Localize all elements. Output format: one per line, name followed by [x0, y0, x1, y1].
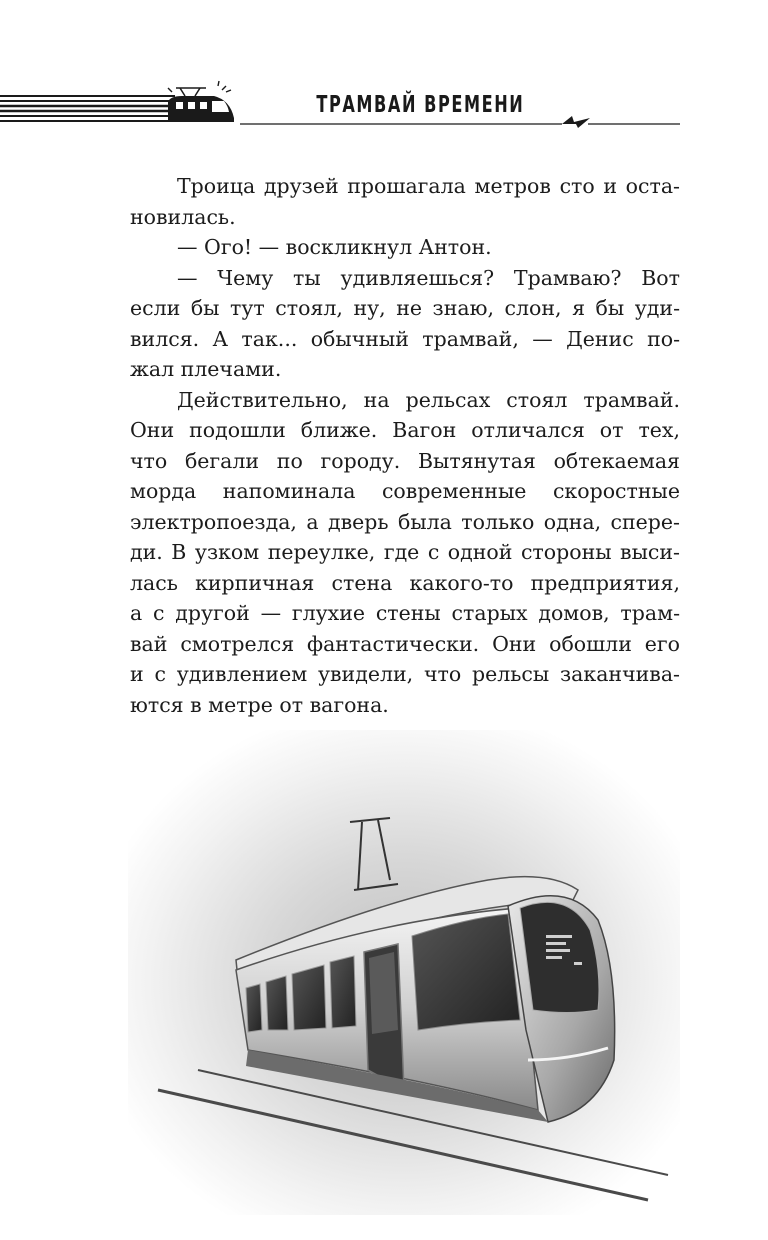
- running-header: [0, 78, 768, 138]
- door-window: [369, 952, 398, 1034]
- text-line: и с удивлением увидели, что рельсы заканчива-: [130, 662, 680, 686]
- text-line: Троица друзей прошагала метров сто и оста-: [177, 174, 680, 198]
- text-line: вился. А так... обычный трамвай, — Денис по-: [130, 326, 680, 351]
- tram-icon: [128, 730, 680, 1215]
- front-side-window: [412, 914, 520, 1030]
- text-line: электропоезда, а дверь была только одна, спере-: [130, 509, 680, 534]
- text-line: Действительно, на рельсах стоял трамвай.: [177, 387, 680, 412]
- text-line: если бы тут стоял, ну, не знаю, слон, я бы уди-: [130, 296, 680, 320]
- text-line: морда напоминала современные скоростные: [130, 479, 680, 503]
- text-line: что бегали по городу. Вытянутая обтекаемая: [130, 448, 680, 473]
- text-line: ются в метре от вагона.: [130, 692, 389, 717]
- tram-illustration: [128, 730, 680, 1215]
- train-silhouette-icon: [168, 81, 234, 122]
- text-line: а с другой — глухие стены старых домов, трам-: [130, 601, 680, 625]
- body-text: [130, 171, 680, 720]
- text-line: ди. В узком переулке, где с одной стороны выси-: [130, 540, 680, 564]
- text-line: лась кирпичная стена какого-то предприятия,: [130, 570, 680, 595]
- text-line: жал плечами.: [130, 357, 282, 381]
- text-line: новилась.: [130, 204, 236, 229]
- text-line: — Чему ты удивляешься? Трамваю? Вот: [177, 265, 680, 290]
- running-title: ТРАМВАЙ ВРЕМЕНИ: [316, 92, 525, 118]
- text-line: Они подошли ближе. Вагон отличался от тех,: [130, 418, 680, 442]
- text-line: вай смотрелся фантастически. Они обошли его: [130, 631, 680, 656]
- text-line: — Ого! — воскликнул Антон.: [177, 235, 492, 259]
